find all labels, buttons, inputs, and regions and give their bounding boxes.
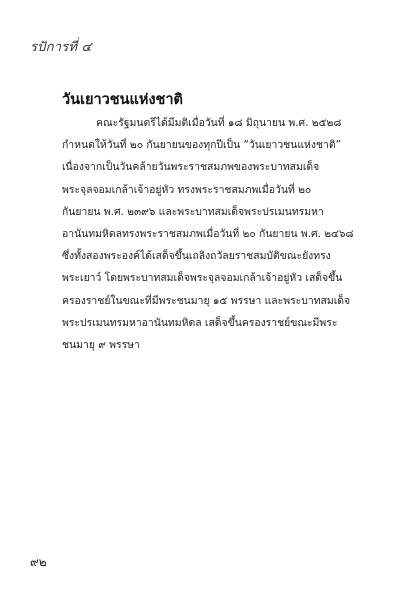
body-line: พระจุลจอมเกล้าเจ้าอยู่หัว ทรงพระราชสมภพเมื่อวันที่ ๒๐: [62, 183, 312, 196]
chapter-header: รปัการที่ ๔: [30, 40, 92, 55]
section-title: วันเยาวชนแห่งชาติ: [62, 92, 183, 108]
body-paragraph: [62, 112, 360, 356]
body-line: ชนมายุ ๙ พรรษา: [62, 339, 140, 352]
body-line: กำหนดให้วันที่ ๒๐ กันยายนของทุกปีเป็น “วันเยาวชนแห่งชาติ”: [62, 139, 341, 152]
body-line: ซึ่งทั้งสองพระองค์ได้เสด็จขึ้นเถลิงถวัลยราชสมบัติขณะยังทรง: [62, 250, 331, 263]
body-line: ครองราชย์ในขณะที่มีพระชนมายุ ๑๕ พรรษา และพระบาทสมเด็จ: [62, 294, 351, 307]
page-number: ๙๒: [30, 555, 47, 569]
body-line: อานันทมหิดลทรงพระราชสมภพเมื่อวันที่ ๒๐ กันยายน พ.ศ. ๒๔๖๘: [62, 228, 354, 241]
body-line: คณะรัฐมนตรีได้มีมติเมื่อวันที่ ๑๘ มิถุนายน พ.ศ. ๒๕๒๘: [96, 117, 342, 129]
body-line: พระเยาว์ โดยพระบาทสมเด็จพระจุลจอมเกล้าเจ้าอยู่หัว เสด็จขึ้น: [62, 272, 343, 285]
body-line: เนื่องจากเป็นวันคล้ายวันพระราชสมภพของพระบาทสมเด็จ: [62, 161, 320, 174]
body-line: พระปรเมนทรมหาอานันทมหิดล เสด็จขึ้นครองราชย์ขณะมีพระ: [62, 316, 338, 329]
body-line: กันยายน พ.ศ. ๒๓๙๖ และพระบาทสมเด็จพระปรเมนทรมหา: [62, 205, 324, 218]
